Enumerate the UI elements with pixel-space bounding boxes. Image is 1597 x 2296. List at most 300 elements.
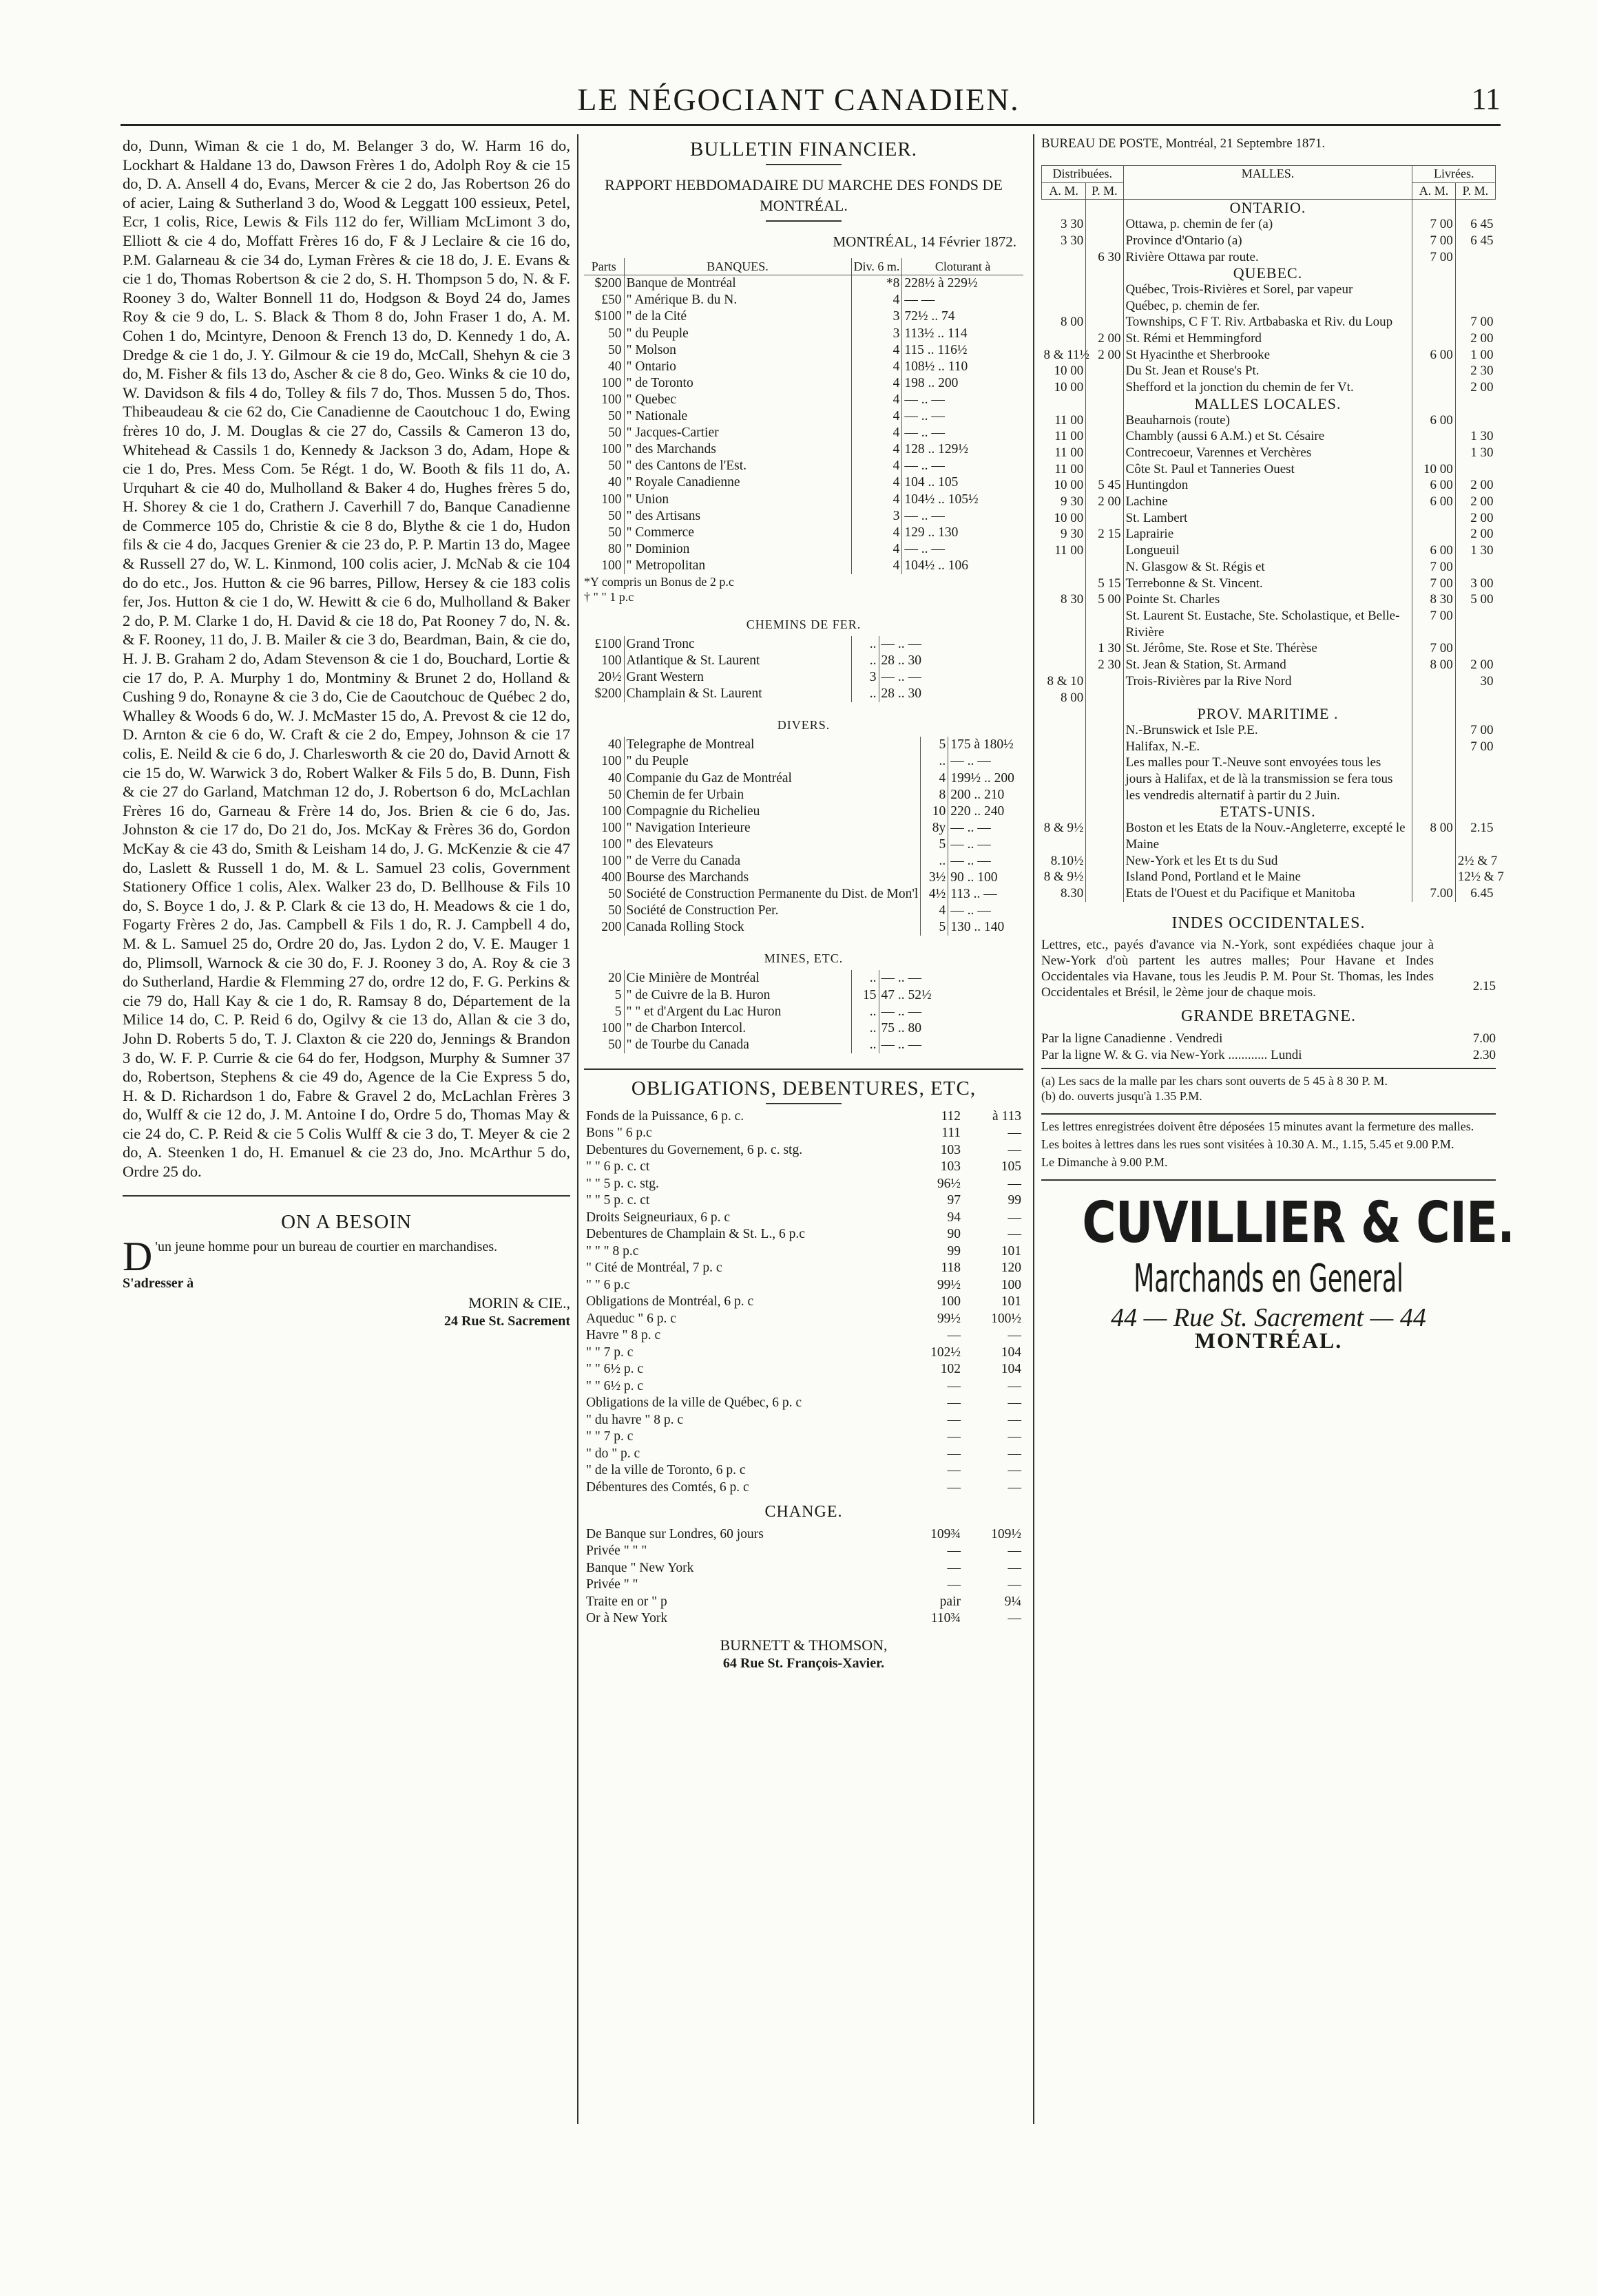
divers-row bbox=[584, 787, 1023, 803]
ask: 105 bbox=[1001, 1159, 1021, 1175]
dividend: 4 bbox=[851, 375, 902, 392]
mail-row bbox=[1042, 722, 1496, 739]
dividend: 4 bbox=[851, 408, 902, 425]
cuvillier-city: MONTRÉAL. bbox=[1194, 1328, 1343, 1354]
mail-route: N. Glasgow & St. Régis et bbox=[1123, 559, 1412, 576]
security-name: Société de Construction Per. bbox=[624, 903, 921, 919]
deliv-am: 6 00 bbox=[1412, 412, 1455, 429]
dist-am: 8 30 bbox=[1061, 592, 1084, 607]
indes-block bbox=[1041, 937, 1496, 1000]
dist-am: 11 00 bbox=[1054, 461, 1084, 476]
mail-route: Côte St. Paul et Tanneries Ouest bbox=[1123, 461, 1412, 478]
par-value: 50 bbox=[608, 787, 622, 802]
mail-row bbox=[1042, 477, 1496, 494]
exchange-row bbox=[584, 1577, 1023, 1594]
deliv-pm bbox=[1455, 265, 1495, 282]
par-value: £50 bbox=[601, 293, 622, 308]
dist-pm bbox=[1086, 510, 1123, 527]
deliv-am: 10 00 bbox=[1412, 461, 1455, 478]
dist-am bbox=[1042, 640, 1086, 657]
security-name: Bourse des Marchands bbox=[624, 870, 921, 886]
gb-row bbox=[1041, 1031, 1496, 1047]
closing-price: 113 .. — bbox=[948, 886, 1023, 903]
security-name: Grand Tronc bbox=[624, 636, 851, 653]
deliv-pm bbox=[1455, 200, 1495, 216]
deliv-am: 7 00 bbox=[1412, 233, 1455, 249]
dist-am: 8 00 bbox=[1061, 315, 1084, 330]
dividend: 3 bbox=[851, 326, 902, 342]
deliv-pm bbox=[1455, 755, 1495, 803]
divers-table bbox=[584, 737, 1023, 936]
security-name: Debentures de Champlain & St. L., 6 p.c bbox=[586, 1227, 805, 1242]
mail-route: N.-Brunswick et Isle P.E. bbox=[1123, 722, 1412, 739]
note-b: (b) do. ouverts jusqu'à 1.35 P.M. bbox=[1041, 1088, 1202, 1103]
change-heading: CHANGE. bbox=[764, 1503, 843, 1521]
security-name: " " 7 p. c bbox=[586, 1345, 634, 1360]
security-name: " du havre " 8 p. c bbox=[586, 1412, 684, 1427]
dist-am: 10 00 bbox=[1054, 510, 1084, 525]
dividend: 3½ bbox=[921, 870, 948, 886]
obligation-row bbox=[584, 1142, 1023, 1159]
mail-row bbox=[1042, 526, 1496, 543]
closing-price: 28 .. 30 bbox=[879, 686, 1023, 702]
mail-route: Townships, C F T. Riv. Artbabaska et Riv. du Loup bbox=[1123, 314, 1412, 330]
bid: 94 bbox=[947, 1210, 961, 1225]
ask: — bbox=[1008, 1479, 1021, 1495]
deliv-am bbox=[1412, 853, 1455, 870]
dist-am bbox=[1042, 576, 1086, 592]
dist-pm bbox=[1086, 885, 1123, 902]
closing-price: 130 .. 140 bbox=[948, 919, 1023, 936]
gb-route: Par la ligne W. & G. via New-York ............ Lundi bbox=[1041, 1047, 1302, 1062]
mail-section-title: ONTARIO. bbox=[1123, 200, 1412, 216]
mail-route: Rivière Ottawa par route. bbox=[1123, 249, 1412, 266]
obligation-row bbox=[584, 1412, 1023, 1429]
bank-row bbox=[584, 458, 1023, 474]
ask: 99 bbox=[1008, 1193, 1021, 1208]
mail-route: Laprairie bbox=[1123, 526, 1412, 543]
bid: 102½ bbox=[930, 1345, 961, 1360]
closing-price: 113½ .. 114 bbox=[902, 326, 1023, 342]
par-value: 100 bbox=[601, 1020, 622, 1035]
bank-row bbox=[584, 292, 1023, 308]
security-name: " " 6 p.c bbox=[586, 1277, 630, 1292]
deliv-pm: 7 00 bbox=[1455, 722, 1495, 739]
rule bbox=[123, 1195, 570, 1197]
dist-am: 10 00 bbox=[1054, 478, 1084, 493]
mail-row bbox=[1042, 755, 1496, 803]
deliv-pm: 2 00 bbox=[1455, 477, 1495, 494]
dist-pm bbox=[1086, 739, 1123, 755]
par-value: 50 bbox=[608, 1037, 622, 1052]
exchange-row bbox=[584, 1560, 1023, 1577]
ad-heading: ON A BESOIN bbox=[281, 1210, 412, 1233]
exchange-row bbox=[584, 1594, 1023, 1611]
obligations-title: OBLIGATIONS, DEBENTURES, ETC, bbox=[631, 1077, 977, 1099]
obligation-row bbox=[584, 1260, 1023, 1277]
dist-pm bbox=[1086, 461, 1123, 478]
mail-row bbox=[1042, 314, 1496, 330]
mail-row bbox=[1042, 379, 1496, 396]
deliv-am: 7 00 bbox=[1412, 559, 1455, 576]
mail-row bbox=[1042, 249, 1496, 266]
dist-pm bbox=[1086, 216, 1123, 233]
burnett-street: 64 Rue St. François-Xavier. bbox=[722, 1656, 885, 1672]
journal-title: LE NÉGOCIANT CANADIEN. bbox=[577, 82, 1020, 117]
dividend: 4 bbox=[851, 392, 902, 408]
mail-row bbox=[1042, 739, 1496, 755]
mail-route: Huntingdon bbox=[1123, 477, 1412, 494]
dividend: 4½ bbox=[921, 886, 948, 903]
par-value: 80 bbox=[608, 541, 622, 556]
bank-row bbox=[584, 492, 1023, 508]
ask: 100½ bbox=[991, 1311, 1021, 1326]
mail-route: Ottawa, p. chemin de fer (a) bbox=[1123, 216, 1412, 233]
dist-am: 9 30 bbox=[1061, 527, 1084, 542]
security-name: Debentures du Governement, 6 p. c. stg. bbox=[586, 1142, 803, 1157]
mail-row bbox=[1042, 330, 1496, 347]
mail-section-row bbox=[1042, 396, 1496, 412]
deliv-pm: 6 45 bbox=[1455, 233, 1495, 249]
ask: — bbox=[1008, 1210, 1021, 1225]
dist-am bbox=[1042, 739, 1086, 755]
obligation-row bbox=[584, 1277, 1023, 1294]
deliv-am bbox=[1412, 265, 1455, 282]
dist-am: 9 30 bbox=[1061, 494, 1084, 509]
mail-row bbox=[1042, 233, 1496, 249]
dist-pm bbox=[1086, 559, 1123, 576]
dist-am bbox=[1042, 396, 1086, 412]
security-name: " " et d'Argent du Lac Huron bbox=[624, 1004, 851, 1020]
ask: — bbox=[1008, 1463, 1021, 1478]
column-divider-2 bbox=[1033, 134, 1034, 2124]
bid: 100 bbox=[940, 1294, 961, 1309]
security-name: " Royale Canadienne bbox=[624, 474, 851, 491]
dist-am: 10 00 bbox=[1054, 380, 1084, 395]
bid: 99½ bbox=[937, 1311, 961, 1326]
bid: 111 bbox=[941, 1126, 961, 1141]
ask: — bbox=[1008, 1378, 1021, 1393]
mines-heading: MINES, ETC. bbox=[764, 951, 844, 966]
mail-route: Lachine bbox=[1123, 494, 1412, 510]
ask: — bbox=[1008, 1544, 1021, 1559]
closing-price: — .. — bbox=[948, 853, 1023, 870]
bid: — bbox=[947, 1328, 961, 1343]
mail-row bbox=[1042, 216, 1496, 233]
mail-route: Province d'Ontario (a) bbox=[1123, 233, 1412, 249]
dist-pm bbox=[1086, 265, 1123, 282]
dist-am bbox=[1042, 282, 1086, 298]
col-livrees: Livrées. bbox=[1412, 166, 1496, 183]
closing-price: — .. — bbox=[902, 392, 1023, 408]
dividend: .. bbox=[851, 653, 879, 669]
mail-route: Contrecoeur, Varennes et Verchères bbox=[1123, 445, 1412, 461]
dist-am bbox=[1042, 298, 1086, 315]
mail-row bbox=[1042, 820, 1496, 852]
bid: — bbox=[947, 1479, 961, 1495]
mail-section-title: QUEBEC. bbox=[1123, 265, 1412, 282]
closing-price: 72½ .. 74 bbox=[902, 308, 1023, 325]
deliv-am bbox=[1412, 379, 1455, 396]
rule bbox=[766, 220, 842, 222]
dist-am: 8.30 bbox=[1061, 885, 1084, 901]
dist-pm: 5 15 bbox=[1086, 576, 1123, 592]
bid: 103 bbox=[940, 1159, 961, 1175]
exchange-row bbox=[584, 1526, 1023, 1544]
bank-row bbox=[584, 359, 1023, 375]
closing-price: — .. — bbox=[902, 425, 1023, 441]
bid: 99 bbox=[947, 1243, 961, 1258]
mail-row bbox=[1042, 673, 1496, 690]
bank-note-1: *Y compris un Bonus de 2 p.c bbox=[584, 574, 734, 589]
dist-am bbox=[1042, 722, 1086, 739]
closing-price: — — bbox=[902, 292, 1023, 308]
deliv-pm bbox=[1455, 396, 1495, 412]
deliv-am: 8 00 bbox=[1412, 820, 1455, 852]
rule bbox=[1041, 1179, 1496, 1181]
dist-am: 3 30 bbox=[1061, 233, 1084, 248]
mail-row bbox=[1042, 869, 1496, 885]
closing-price: — .. — bbox=[879, 1037, 1023, 1053]
mail-route: St. Jérôme, Ste. Rose et Ste. Thérèse bbox=[1123, 640, 1412, 657]
security-name: " " 6½ p. c bbox=[586, 1362, 644, 1377]
security-name: Fonds de la Puissance, 6 p. c. bbox=[586, 1108, 744, 1124]
deliv-pm: 6 45 bbox=[1455, 216, 1495, 233]
divers-row bbox=[584, 870, 1023, 886]
deliv-am bbox=[1412, 428, 1455, 445]
mail-route: New-York et les Et ts du Sud bbox=[1123, 853, 1412, 870]
dividend: .. bbox=[851, 1037, 879, 1053]
deliv-pm bbox=[1455, 461, 1495, 478]
closing-price: — .. — bbox=[879, 636, 1023, 653]
obligation-row bbox=[584, 1429, 1023, 1446]
mail-row bbox=[1042, 298, 1496, 315]
railway-row bbox=[584, 669, 1023, 686]
deliv-am bbox=[1412, 673, 1455, 690]
security-name: Obligations de la ville de Québec, 6 p. c bbox=[586, 1395, 802, 1411]
par-value: 40 bbox=[608, 737, 622, 752]
security-name: " " " 8 p.c bbox=[586, 1243, 639, 1258]
deliv-am: 6 00 bbox=[1412, 494, 1455, 510]
bank-row bbox=[584, 408, 1023, 425]
security-name: Bons " 6 p.c bbox=[586, 1126, 652, 1141]
obligation-row bbox=[584, 1243, 1023, 1261]
deliv-am: 8 00 bbox=[1412, 657, 1455, 673]
par-value: 100 bbox=[601, 754, 622, 769]
security-name: " Navigation Interieure bbox=[624, 820, 921, 836]
security-name: " de la ville de Toronto, 6 p. c bbox=[586, 1463, 746, 1478]
bank-row bbox=[584, 425, 1023, 441]
deliv-am: 6 00 bbox=[1412, 477, 1455, 494]
mine-row bbox=[584, 987, 1023, 1004]
col-malles: MALLES. bbox=[1123, 166, 1412, 200]
cuvillier-tagline: Marchands en General bbox=[1134, 1256, 1403, 1301]
dist-am: 8 & 11½ bbox=[1043, 347, 1089, 362]
closing-price: 104½ .. 106 bbox=[902, 558, 1023, 574]
par-value: 5 bbox=[614, 987, 622, 1002]
dist-am: 8 00 bbox=[1061, 690, 1084, 705]
dividend: 4 bbox=[851, 474, 902, 491]
security-name: " Dominion bbox=[624, 541, 851, 558]
par-value: 40 bbox=[608, 475, 622, 490]
dist-am bbox=[1042, 706, 1086, 722]
deliv-pm bbox=[1455, 249, 1495, 266]
ask: — bbox=[1008, 1611, 1021, 1626]
security-name: " du Peuple bbox=[624, 326, 851, 342]
mail-row bbox=[1042, 412, 1496, 429]
col-div: Div. 6 m. bbox=[851, 258, 902, 275]
closing-price: 198 .. 200 bbox=[902, 375, 1023, 392]
dividend: 3 bbox=[851, 669, 879, 686]
rail-table bbox=[584, 636, 1023, 702]
par-value: 50 bbox=[608, 903, 622, 918]
deliv-pm: 1 30 bbox=[1455, 445, 1495, 461]
notice-3: Le Dimanche à 9.00 P.M. bbox=[1041, 1155, 1168, 1169]
closing-price: 175 à 180½ bbox=[948, 737, 1023, 753]
deliv-pm: 2 30 bbox=[1455, 363, 1495, 379]
closing-price: 199½ .. 200 bbox=[948, 770, 1023, 787]
mail-row bbox=[1042, 690, 1496, 706]
bank-row bbox=[584, 474, 1023, 491]
deliv-pm: 2.15 bbox=[1455, 820, 1495, 852]
bank-row bbox=[584, 275, 1023, 293]
mail-row bbox=[1042, 640, 1496, 657]
deliv-pm: 1 30 bbox=[1455, 543, 1495, 559]
ask: 100 bbox=[1001, 1277, 1021, 1292]
deliv-pm: 6.45 bbox=[1455, 885, 1495, 902]
security-name: " Jacques-Cartier bbox=[624, 425, 851, 441]
security-name: " Molson bbox=[624, 342, 851, 359]
mail-route: Island Pond, Portland et le Maine bbox=[1123, 869, 1412, 885]
closing-price: — .. — bbox=[879, 970, 1023, 987]
divers-row bbox=[584, 770, 1023, 787]
obligation-row bbox=[584, 1479, 1023, 1497]
dist-am bbox=[1042, 803, 1086, 820]
dist-pm bbox=[1086, 233, 1123, 249]
closing-price: 90 .. 100 bbox=[948, 870, 1023, 886]
obligation-row bbox=[584, 1176, 1023, 1193]
mail-section-row bbox=[1042, 803, 1496, 820]
par-value: 40 bbox=[608, 359, 622, 374]
ask: — bbox=[1008, 1560, 1021, 1575]
bulletin-title: BULLETIN FINANCIER. bbox=[690, 138, 917, 160]
deliv-pm: 2 00 bbox=[1455, 494, 1495, 510]
dist-pm: 2 00 bbox=[1086, 494, 1123, 510]
col-am: A. M. bbox=[1042, 182, 1086, 200]
bid: — bbox=[947, 1395, 961, 1411]
security-name: " de Tourbe du Canada bbox=[624, 1037, 851, 1053]
bank-row bbox=[584, 342, 1023, 359]
closing-price: 200 .. 210 bbox=[948, 787, 1023, 803]
dist-am: 8 & 9½ bbox=[1043, 821, 1084, 836]
security-name: " Nationale bbox=[624, 408, 851, 425]
closing-price: 108½ .. 110 bbox=[902, 359, 1023, 375]
ad-text: 'un jeune homme pour un bureau de courtier en marchandises. bbox=[155, 1239, 498, 1255]
dist-pm bbox=[1086, 869, 1123, 885]
dividend: 4 bbox=[851, 292, 902, 308]
dist-am: 11 00 bbox=[1054, 412, 1084, 428]
security-name: Havre " 8 p. c bbox=[586, 1328, 661, 1343]
deliv-pm: 1 00 bbox=[1455, 347, 1495, 364]
par-value: 50 bbox=[608, 326, 622, 341]
par-value: 100 bbox=[601, 392, 622, 407]
security-name: Or à New York bbox=[586, 1611, 668, 1626]
mail-route: Québec, Trois-Rivières et Sorel, par vapeur bbox=[1123, 282, 1412, 298]
divers-row bbox=[584, 737, 1023, 753]
ad-address-label: S'adresser à bbox=[123, 1276, 194, 1292]
dividend: 4 bbox=[921, 770, 948, 787]
divers-row bbox=[584, 820, 1023, 836]
ask: — bbox=[1008, 1328, 1021, 1343]
deliv-pm: 7 00 bbox=[1455, 314, 1495, 330]
security-name: " do " p. c bbox=[586, 1446, 640, 1461]
deliv-pm bbox=[1455, 298, 1495, 315]
closing-price: 129 .. 130 bbox=[902, 525, 1023, 541]
notice-1: Les lettres enregistrées doivent être déposées 15 minutes avant la fermeture des malles. bbox=[1041, 1119, 1474, 1133]
security-name: Privée " " bbox=[586, 1577, 638, 1592]
dist-pm bbox=[1086, 445, 1123, 461]
dist-pm bbox=[1086, 314, 1123, 330]
security-name: Banque de Montréal bbox=[624, 275, 851, 293]
note-a: (a) Les sacs de la malle par les chars sont ouverts de 5 45 à 8 30 P. M. bbox=[1041, 1073, 1388, 1088]
bid: 109¾ bbox=[930, 1526, 961, 1541]
ask: — bbox=[1008, 1446, 1021, 1461]
dist-am: 10 00 bbox=[1054, 364, 1084, 379]
closing-price: 47 .. 52½ bbox=[879, 987, 1023, 1004]
mail-route: Les malles pour T.-Neuve sont envoyées tous les jours à Halifax, et de là la transmission se fera tous les vendredis alternatif à partir du 2 Juin. bbox=[1123, 755, 1412, 803]
mail-row bbox=[1042, 576, 1496, 592]
deliv-am: 8 30 bbox=[1412, 591, 1455, 608]
dist-pm: 2 00 bbox=[1086, 330, 1123, 347]
bank-row bbox=[584, 326, 1023, 342]
par-value: $200 bbox=[594, 276, 622, 291]
deliv-pm bbox=[1455, 640, 1495, 657]
ad-firm: MORIN & CIE., bbox=[468, 1294, 570, 1312]
security-name: Obligations de Montréal, 6 p. c bbox=[586, 1294, 754, 1309]
exchange-row bbox=[584, 1610, 1023, 1628]
security-name: Privée " " " bbox=[586, 1544, 647, 1559]
rule bbox=[584, 1068, 1023, 1070]
par-value: 20½ bbox=[598, 670, 622, 685]
mail-row bbox=[1042, 445, 1496, 461]
banks-table bbox=[584, 258, 1023, 574]
mines-table bbox=[584, 970, 1023, 1053]
bank-row bbox=[584, 308, 1023, 325]
par-value: 50 bbox=[608, 342, 622, 357]
deliv-am bbox=[1412, 445, 1455, 461]
par-value: 40 bbox=[608, 770, 622, 786]
ask: 104 bbox=[1001, 1345, 1021, 1360]
mail-row bbox=[1042, 282, 1496, 298]
mail-route: St Hyacinthe et Sherbrooke bbox=[1123, 347, 1412, 364]
obligation-row bbox=[584, 1192, 1023, 1210]
security-name: De Banque sur Londres, 60 jours bbox=[586, 1526, 764, 1541]
deliv-pm: 2 00 bbox=[1455, 330, 1495, 347]
dist-am: 11 00 bbox=[1054, 429, 1084, 444]
mail-row bbox=[1042, 559, 1496, 576]
mail-route: Québec, p. chemin de fer. bbox=[1123, 298, 1412, 315]
deliv-am bbox=[1412, 706, 1455, 722]
dividend: 4 bbox=[851, 525, 902, 541]
bulletin-dateline: MONTRÉAL, 14 Février 1872. bbox=[833, 233, 1016, 250]
mail-route: Trois-Rivières par la Rive Nord bbox=[1123, 673, 1412, 690]
security-name: Compagnie du Richelieu bbox=[624, 803, 921, 820]
security-name: " Union bbox=[624, 492, 851, 508]
security-name: Banque " New York bbox=[586, 1560, 694, 1575]
par-value: 50 bbox=[608, 508, 622, 523]
dist-pm: 5 45 bbox=[1086, 477, 1123, 494]
dividend: 4 bbox=[851, 342, 902, 359]
